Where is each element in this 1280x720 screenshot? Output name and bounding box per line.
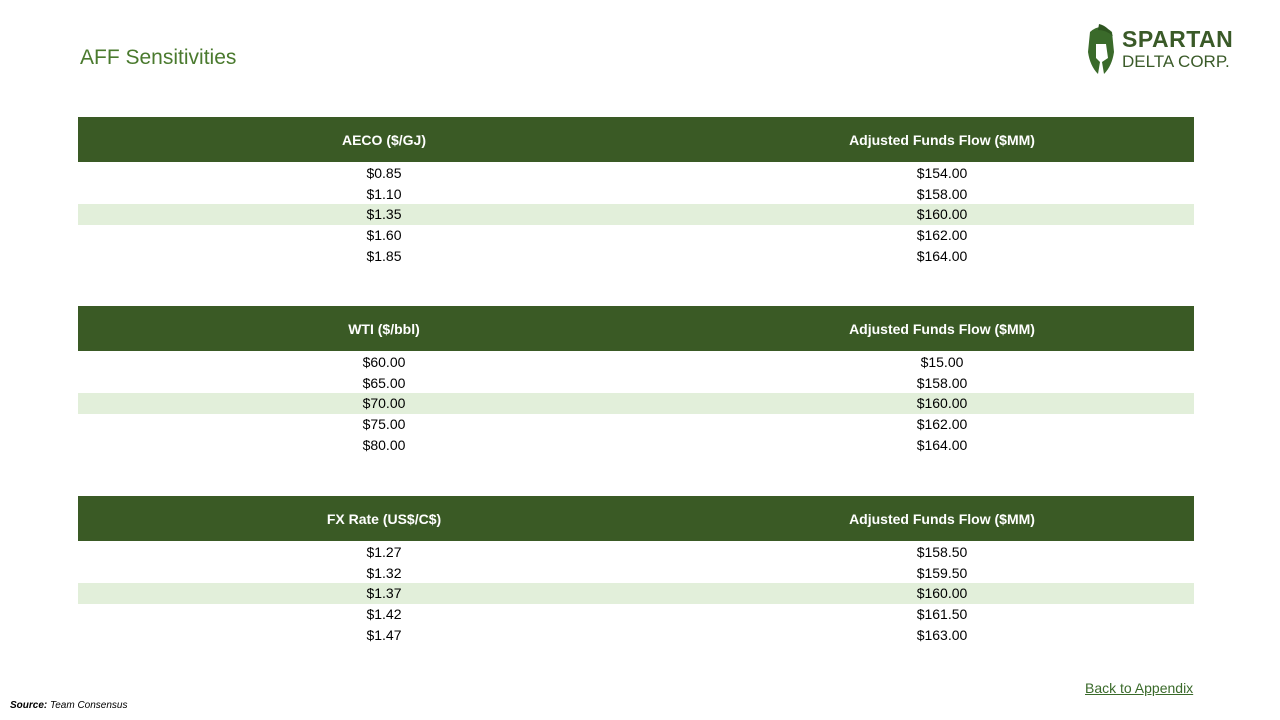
cell-driver: $1.37 — [366, 585, 402, 602]
cell-aff: $158.00 — [916, 374, 968, 391]
cell-aff: $164.00 — [916, 247, 968, 264]
table-row — [78, 604, 1194, 625]
header-driver: WTI ($/bbl) — [348, 320, 420, 337]
table-row-highlighted — [78, 583, 1194, 604]
header-driver: FX Rate (US$/C$) — [326, 510, 442, 527]
cell-aff: $163.00 — [916, 626, 968, 643]
source-value: Team Consensus — [50, 700, 128, 711]
cell-aff: $160.00 — [916, 206, 968, 223]
cell-aff: $160.00 — [916, 585, 968, 602]
table-row — [78, 184, 1194, 205]
table-row — [78, 414, 1194, 435]
table-row — [78, 373, 1194, 394]
cell-driver: $0.85 — [366, 165, 402, 182]
cell-driver: $1.47 — [366, 626, 402, 643]
cell-aff: $158.50 — [916, 544, 968, 561]
table-row — [78, 434, 1194, 455]
table-header — [78, 306, 1194, 351]
header-aff: Adjusted Funds Flow ($MM) — [849, 131, 1035, 148]
cell-aff: $160.00 — [916, 395, 968, 412]
spartan-helmet-icon — [1086, 22, 1116, 76]
cell-aff: $15.00 — [920, 354, 964, 371]
table-row-highlighted — [78, 204, 1194, 225]
back-to-appendix-link[interactable]: Back to Appendix — [1085, 680, 1194, 696]
cell-driver: $60.00 — [362, 354, 406, 371]
cell-aff: $154.00 — [916, 165, 968, 182]
source-label: Source: — [10, 700, 48, 711]
logo-line2: DELTA CORP. — [1122, 52, 1230, 71]
cell-aff: $164.00 — [916, 436, 968, 453]
table-row — [78, 352, 1194, 373]
fx-sensitivity-table — [78, 496, 1194, 645]
table-header — [78, 117, 1194, 162]
cell-driver: $65.00 — [362, 374, 406, 391]
table-row — [78, 563, 1194, 584]
table-row — [78, 542, 1194, 563]
table-row-highlighted — [78, 393, 1194, 414]
page-title: AFF Sensitivities — [80, 46, 237, 69]
cell-aff: $162.00 — [916, 416, 968, 433]
cell-aff: $161.50 — [916, 606, 968, 623]
table-row — [78, 163, 1194, 184]
cell-driver: $1.42 — [366, 606, 402, 623]
aeco-sensitivity-table — [78, 117, 1194, 266]
cell-aff: $158.00 — [916, 185, 968, 202]
cell-driver: $1.27 — [366, 544, 402, 561]
cell-aff: $159.50 — [916, 564, 968, 581]
cell-driver: $1.85 — [366, 247, 402, 264]
cell-driver: $80.00 — [362, 436, 406, 453]
company-logo — [1086, 20, 1246, 78]
cell-driver: $1.35 — [366, 206, 402, 223]
logo-line1: SPARTAN — [1122, 26, 1234, 52]
wti-sensitivity-table — [78, 306, 1194, 455]
cell-aff: $162.00 — [916, 227, 968, 244]
source-note — [10, 700, 127, 711]
header-aff: Adjusted Funds Flow ($MM) — [849, 320, 1035, 337]
table-row — [78, 245, 1194, 266]
table-row — [78, 225, 1194, 246]
cell-driver: $1.32 — [366, 564, 402, 581]
cell-driver: $1.60 — [366, 227, 402, 244]
cell-driver: $75.00 — [362, 416, 406, 433]
cell-driver: $70.00 — [362, 395, 406, 412]
table-header — [78, 496, 1194, 541]
header-driver: AECO ($/GJ) — [341, 131, 426, 148]
header-aff: Adjusted Funds Flow ($MM) — [849, 510, 1035, 527]
cell-driver: $1.10 — [366, 185, 402, 202]
table-row — [78, 624, 1194, 645]
